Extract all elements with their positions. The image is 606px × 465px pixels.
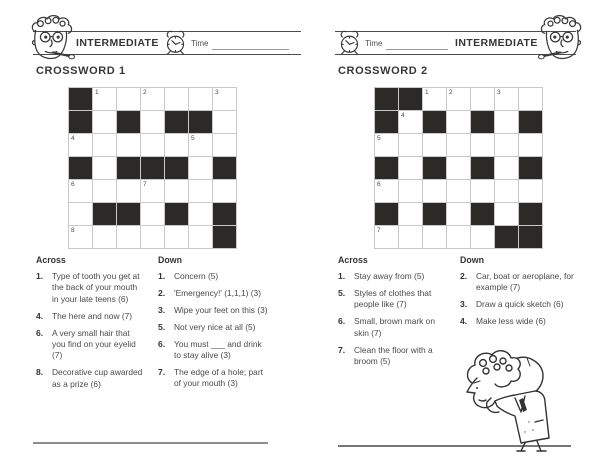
- grid-cell-black: [519, 157, 543, 180]
- clue-item: [158, 367, 268, 390]
- grid-cell: [447, 226, 471, 249]
- grid-cell: [471, 134, 495, 157]
- down-clues-column: [158, 255, 268, 395]
- clue-number: 6.: [338, 316, 346, 327]
- grid-cell: [423, 180, 447, 203]
- grid-cell-black: [423, 111, 447, 134]
- crossword-grid-2: [374, 87, 543, 249]
- clue-item: [158, 339, 268, 362]
- across-clues-column: [338, 255, 439, 373]
- grid-cell: [165, 226, 189, 249]
- clue-text: 'Emergency!' (1,1,1) (3): [174, 287, 261, 298]
- grid-cell: [495, 157, 519, 180]
- clue-text: You must ___ and drink to stay alive (3): [174, 338, 262, 361]
- puzzled-boy-illustration: [457, 350, 575, 457]
- clue-text: Type of tooth you get at the back of your mouth in your late teens (6): [52, 271, 140, 304]
- down-heading: Down: [460, 255, 484, 265]
- grid-cell: [399, 111, 423, 134]
- grid-cell: [495, 180, 519, 203]
- grid-cell: [189, 226, 213, 249]
- grid-cell-black: [471, 111, 495, 134]
- across-clue-list: [338, 271, 439, 367]
- grid-cell: [423, 226, 447, 249]
- cell-number: 3: [497, 88, 501, 96]
- grid-cell: [213, 134, 237, 157]
- clue-text: Clean the floor with a broom (5): [354, 344, 433, 366]
- grid-cell-black: [165, 111, 189, 134]
- grid-cell: [141, 226, 165, 249]
- grid-cell-black: [471, 157, 495, 180]
- grid-cell: [69, 134, 93, 157]
- clue-text: Stay away from (5): [354, 271, 425, 281]
- clue-number: 5.: [338, 287, 346, 298]
- grid-cell: [117, 88, 141, 111]
- grid-cell: [375, 134, 399, 157]
- grid-cell: [423, 88, 447, 111]
- grid-cell: [213, 111, 237, 134]
- time-write-line: [212, 49, 289, 50]
- grid-cell-black: [375, 111, 399, 134]
- grid-cell: [69, 203, 93, 226]
- clue-number: 6.: [158, 338, 166, 349]
- grid-cell-black: [519, 203, 543, 226]
- clue-number: 7.: [158, 366, 166, 377]
- clue-item: [460, 299, 574, 310]
- clue-text: Not very nice at all (5): [174, 321, 256, 332]
- grid-cell: [495, 111, 519, 134]
- grid-cell-black: [117, 203, 141, 226]
- grid-cell: [189, 88, 213, 111]
- down-heading: Down: [158, 255, 182, 265]
- puzzle-title: CROSSWORD 1: [36, 65, 126, 77]
- grid-cell-black: [471, 203, 495, 226]
- clue-item: [36, 271, 144, 305]
- grid-cell: [189, 134, 213, 157]
- grid-cell: [141, 88, 165, 111]
- grid-cell: [165, 134, 189, 157]
- grid-cell-black: [213, 226, 237, 249]
- grid-cell: [471, 226, 495, 249]
- clue-number: 3.: [460, 299, 468, 310]
- cell-number: 7: [377, 226, 381, 234]
- grid-cell: [447, 157, 471, 180]
- grid-cell: [519, 88, 543, 111]
- grid-cell: [447, 180, 471, 203]
- grid-cell: [93, 111, 117, 134]
- grid-cell: [165, 88, 189, 111]
- clue-number: 7.: [338, 344, 346, 355]
- cell-number: 1: [95, 88, 99, 96]
- clue-text: Small, brown mark on skin (7): [354, 316, 435, 338]
- clue-number: 2.: [158, 287, 166, 298]
- grid-cell: [447, 203, 471, 226]
- grid-cell: [141, 203, 165, 226]
- cell-number: 1: [425, 88, 429, 96]
- cell-number: 4: [71, 134, 75, 142]
- grid-cell: [399, 134, 423, 157]
- cell-number: 7: [143, 180, 147, 188]
- grid-cell: [189, 157, 213, 180]
- clue-text: The edge of a hole; part of your mouth (3): [174, 366, 263, 389]
- grid-cell-black: [495, 226, 519, 249]
- grid-cell: [93, 134, 117, 157]
- grid-cell-black: [69, 111, 93, 134]
- alarm-clock-icon: [163, 29, 188, 61]
- cell-number: 3: [215, 88, 219, 96]
- grid-cell: [495, 203, 519, 226]
- clue-text: Wipe your feet on this (3): [174, 304, 268, 315]
- level-label: INTERMEDIATE: [76, 37, 159, 49]
- clue-item: [158, 271, 268, 282]
- across-clue-list: [36, 271, 144, 390]
- grid-cell: [519, 134, 543, 157]
- clue-number: 3.: [158, 304, 166, 315]
- clue-text: Make less wide (6): [476, 316, 546, 327]
- grid-cell: [375, 180, 399, 203]
- cell-number: 4: [401, 111, 405, 119]
- grid-cell: [423, 134, 447, 157]
- clue-text: Concern (5): [174, 271, 219, 281]
- grid-cell: [375, 226, 399, 249]
- grid-cell-black: [519, 111, 543, 134]
- across-heading: Across: [36, 255, 66, 265]
- grid-cell-black: [375, 203, 399, 226]
- clue-item: [158, 322, 268, 333]
- clue-text: Styles of clothes that people like (7): [354, 287, 432, 310]
- grid-cell: [117, 180, 141, 203]
- grid-cell-black: [423, 157, 447, 180]
- clue-number: 1.: [36, 271, 44, 281]
- grid-cell-black: [117, 111, 141, 134]
- grid-cell: [69, 180, 93, 203]
- grid-cell: [93, 226, 117, 249]
- clue-item: [158, 288, 268, 299]
- grid-cell: [399, 203, 423, 226]
- grid-cell: [399, 180, 423, 203]
- grid-cell-black: [69, 88, 93, 111]
- clue-item: [338, 271, 439, 282]
- schoolboy-face-icon: [26, 15, 76, 68]
- clue-text: The here and now (7): [52, 310, 133, 321]
- clue-text: Decorative cup awarded as a prize (6): [52, 367, 143, 389]
- grid-cell: [447, 134, 471, 157]
- clue-item: [338, 345, 439, 368]
- grid-cell: [471, 180, 495, 203]
- clue-number: 6.: [36, 327, 44, 338]
- grid-cell: [141, 180, 165, 203]
- clue-number: 4.: [36, 310, 44, 321]
- grid-cell: [399, 157, 423, 180]
- grid-cell-black: [117, 157, 141, 180]
- clue-number: 4.: [460, 316, 468, 327]
- grid-cell: [69, 226, 93, 249]
- down-clue-list: [158, 271, 268, 390]
- clue-item: [36, 311, 144, 322]
- alarm-clock-icon: [337, 29, 362, 61]
- grid-cell-black: [165, 203, 189, 226]
- clue-text: Draw a quick sketch (6): [476, 299, 564, 310]
- grid-cell: [213, 88, 237, 111]
- clue-number: 1.: [338, 271, 346, 281]
- cell-number: 8: [71, 226, 75, 234]
- grid-cell: [93, 157, 117, 180]
- grid-cell-black: [93, 203, 117, 226]
- cell-number: 2: [143, 88, 147, 96]
- down-clues-column: [460, 255, 574, 333]
- grid-cell: [399, 226, 423, 249]
- page-footer-rule: [33, 442, 268, 444]
- grid-cell-black: [213, 157, 237, 180]
- puzzle-title: CROSSWORD 2: [338, 65, 428, 77]
- cell-number: 5: [191, 134, 195, 142]
- grid-cell: [495, 134, 519, 157]
- clue-item: [338, 288, 439, 311]
- grid-cell-black: [423, 203, 447, 226]
- schoolboy-face-icon: [537, 15, 587, 68]
- clue-number: 1.: [158, 271, 166, 281]
- grid-cell: [189, 180, 213, 203]
- grid-cell-black: [189, 111, 213, 134]
- clue-item: [460, 316, 574, 327]
- grid-cell: [93, 88, 117, 111]
- grid-cell: [141, 134, 165, 157]
- clue-text: Car, boat or aeroplane, for example (7): [476, 271, 574, 293]
- grid-cell: [471, 88, 495, 111]
- grid-cell: [165, 180, 189, 203]
- time-label: Time: [191, 39, 209, 48]
- clue-number: 8.: [36, 367, 44, 378]
- grid-cell-black: [213, 203, 237, 226]
- time-write-line: [386, 49, 448, 50]
- level-label: INTERMEDIATE: [455, 37, 538, 49]
- time-label: Time: [365, 39, 383, 48]
- clue-item: [338, 316, 439, 339]
- grid-cell: [117, 134, 141, 157]
- clue-item: [460, 271, 574, 294]
- across-clues-column: [36, 255, 144, 396]
- grid-cell-black: [399, 88, 423, 111]
- grid-cell-black: [519, 226, 543, 249]
- across-heading: Across: [338, 255, 368, 265]
- clue-item: [158, 305, 268, 316]
- clue-text: A very small hair that you find on your eyelid (7): [52, 327, 136, 361]
- clue-number: 2.: [460, 271, 468, 281]
- grid-cell: [141, 111, 165, 134]
- cell-number: 5: [377, 134, 381, 142]
- clue-item: [36, 367, 144, 390]
- grid-cell: [447, 88, 471, 111]
- grid-cell-black: [375, 157, 399, 180]
- clue-item: [36, 328, 144, 362]
- grid-cell: [189, 203, 213, 226]
- cell-number: 6: [377, 180, 381, 188]
- crossword-grid-1: [68, 87, 237, 249]
- down-clue-list: [460, 271, 574, 328]
- grid-cell-black: [165, 157, 189, 180]
- grid-cell: [213, 180, 237, 203]
- grid-cell-black: [69, 157, 93, 180]
- grid-cell: [93, 180, 117, 203]
- cell-number: 2: [449, 88, 453, 96]
- grid-cell-black: [375, 88, 399, 111]
- grid-cell: [519, 180, 543, 203]
- grid-cell-black: [141, 157, 165, 180]
- grid-cell: [495, 88, 519, 111]
- grid-cell: [447, 111, 471, 134]
- cell-number: 6: [71, 180, 75, 188]
- grid-cell: [117, 226, 141, 249]
- clue-number: 5.: [158, 321, 166, 332]
